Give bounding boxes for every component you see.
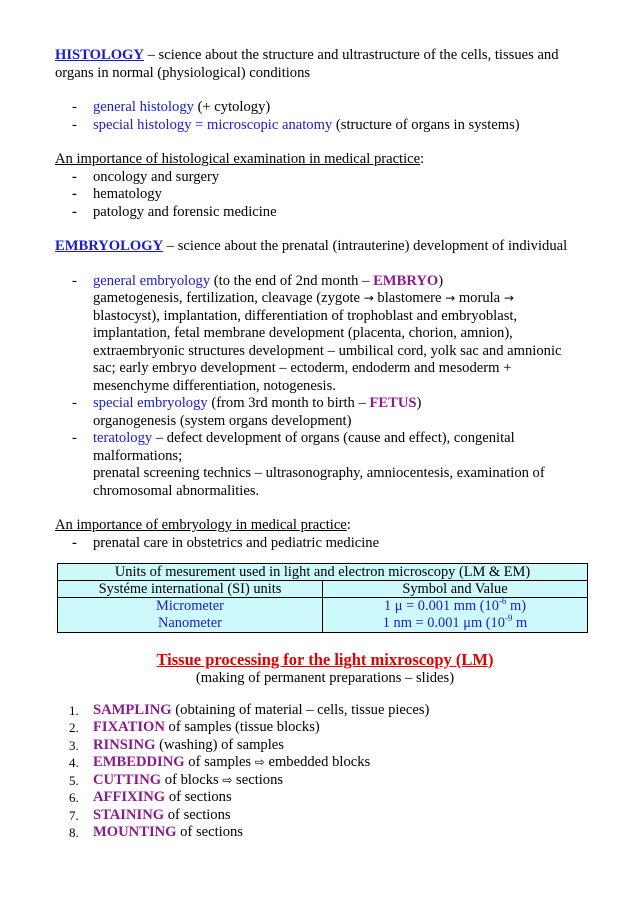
arrow-right-icon: → [363, 291, 374, 305]
list-item: 4. EMBEDDING of samples ⇨ embedded blocks [69, 754, 371, 770]
table-cell: Micrometer Nanometer [58, 598, 323, 633]
arrow-right-icon: → [503, 291, 514, 305]
embryology-definition: EMBRYOLOGY – science about the prenatal (intrauterine) development of individual [55, 238, 568, 254]
hollow-arrow-icon: ⇨ [222, 772, 233, 787]
list-item: 6. AFFIXING of sections [69, 789, 232, 805]
histology-importance-heading: An importance of histological examination in medical practice: [55, 151, 425, 167]
text-line: implantation, fetal membrane development (placenta, chorion, amnion), [93, 325, 513, 341]
text-line: prenatal screening technics – ultrasonography, amniocentesis, examination of [93, 465, 545, 481]
units-table [57, 563, 588, 633]
list-item: - special histology = microscopic anatomy (structure of organs in systems) [72, 116, 520, 133]
list-item: - special embryology (from 3rd month to birth – FETUS) [72, 395, 422, 411]
histology-definition: HISTOLOGY – science about the structure and ultrastructure of the cells, tissues and [55, 47, 559, 63]
list-item: 5. CUTTING of blocks ⇨ sections [69, 771, 284, 788]
histology-definition-cont: organs in normal (physiological) conditions [55, 64, 311, 81]
list-item: - prenatal care in obstetrics and pediatric medicine [72, 534, 380, 551]
hollow-arrow-icon: ⇨ [254, 755, 265, 769]
text-line: malformations; [93, 447, 183, 464]
table-row [58, 598, 588, 633]
text-line: blastocyst), implantation, differentiation of trophoblast and embryoblast, [93, 307, 518, 324]
table-title: Units of mesurement used in light and electron microscopy (LM & EM) [58, 564, 588, 581]
list-item: 1. SAMPLING (obtaining of material – cells, tissue pieces) [69, 701, 430, 718]
list-item: 2. FIXATION of samples (tissue blocks) [69, 719, 320, 735]
text-line: organogenesis (system organs development) [93, 412, 352, 429]
text-line: mesenchyme differentiation, notogenesis. [93, 377, 336, 394]
table-cell: 1 μ = 0.001 mm ($10^{-6}$ m) 1 nm = 0.001 μm ($10^{-9}$ m [323, 598, 588, 633]
list-item: - patology and forensic medicine [72, 203, 277, 220]
tissue-processing-title: Tissue processing for the light mixroscopy (LM) [156, 650, 494, 669]
table-header: Symbol and Value [323, 581, 588, 598]
text-line: chromosomal abnormalities. [93, 482, 260, 499]
arrow-right-icon: → [445, 291, 456, 305]
list-item: - hematology [72, 186, 162, 202]
text-line: gametogenesis, fertilization, cleavage (zygote → blastomere → morula → [93, 290, 514, 306]
list-item: - general embryology (to the end of 2nd month – EMBRYO) [72, 272, 444, 289]
text-line: sac; early embryo development – ectoderm, endoderm and mesoderm + [93, 360, 512, 376]
list-item: - general histology (+ cytology) [72, 99, 271, 115]
table-row [58, 564, 588, 581]
table-header: Systéme international (SI) units [58, 581, 323, 598]
list-item: - teratology – defect development of organs (cause and effect), congenital [72, 430, 515, 446]
histology-term: HISTOLOGY [55, 47, 144, 63]
embryology-importance-heading: An importance of embryology in medical practice: [55, 517, 351, 533]
embryology-term: EMBRYOLOGY [55, 238, 164, 254]
document-page [55, 47, 595, 842]
list-item: 8. MOUNTING of sections [69, 824, 243, 840]
list-item: 3. RINSING (washing) of samples [69, 736, 284, 753]
list-item: 7. STAINING of sections [69, 806, 231, 823]
tissue-processing-subtitle: (making of permanent preparations – slides) [195, 670, 455, 686]
text-line: extraembryonic structures development – umbilical cord, yolk sac and amnionic [93, 342, 562, 359]
table-row [58, 581, 588, 598]
list-item: - oncology and surgery [72, 168, 220, 185]
